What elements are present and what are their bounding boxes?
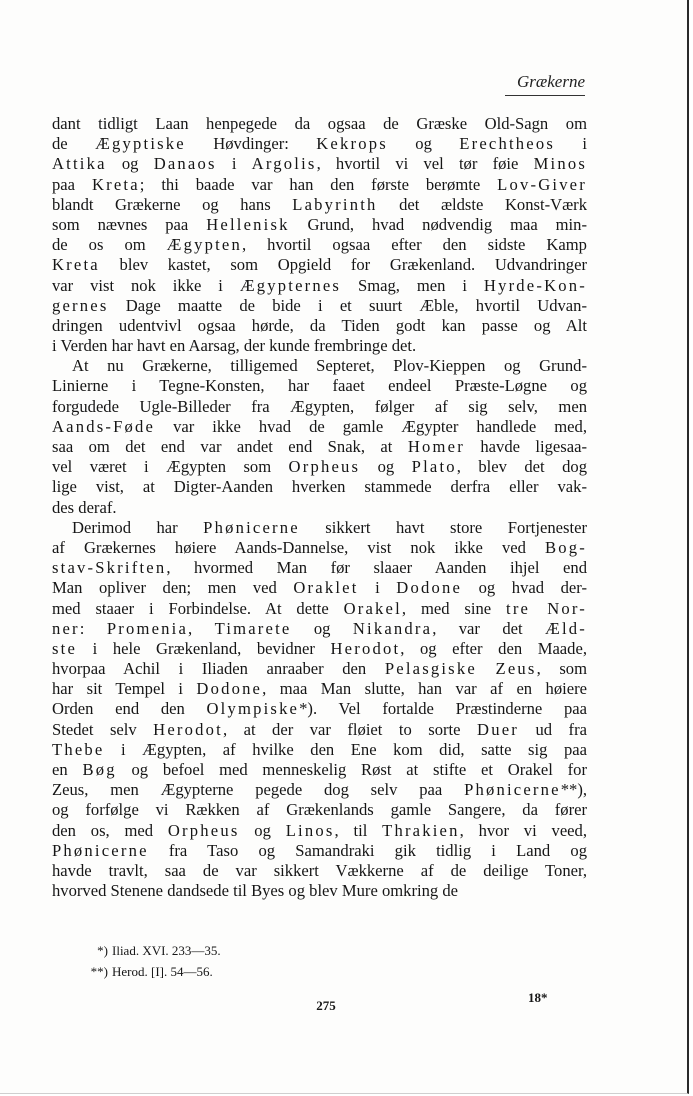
text-segment: var ikke hvad de gamle Ægypter handlede med, bbox=[155, 416, 587, 436]
text-segment: i bbox=[216, 154, 252, 174]
spaced-emphasis: Labyrinth bbox=[292, 194, 378, 214]
text-line bbox=[52, 780, 587, 800]
text-segment: den os, med bbox=[52, 820, 168, 840]
text-segment: : bbox=[79, 618, 107, 638]
text-segment: og bbox=[387, 134, 460, 154]
spaced-emphasis: Ægypternes bbox=[239, 275, 342, 295]
text-segment: og bbox=[239, 820, 286, 840]
text-segment: Linierne i Tegne-Konsten, har faaet endeel Præste-Løgne og bbox=[52, 376, 587, 396]
text-segment: de bbox=[52, 134, 96, 154]
spaced-emphasis: Argolis bbox=[251, 154, 317, 174]
spaced-emphasis: Zeus bbox=[495, 659, 537, 679]
text-segment: hvorpaa Achil i Iliaden anraaber den bbox=[52, 659, 385, 679]
spaced-emphasis: Oraklet bbox=[293, 578, 359, 598]
footnote bbox=[78, 961, 478, 982]
text-segment: Stedet selv bbox=[52, 719, 154, 739]
running-head-rule bbox=[505, 95, 585, 96]
text-segment: , blev det dog bbox=[456, 457, 587, 477]
text-segment: ; thi baade var han den første berømte bbox=[139, 174, 498, 194]
text-segment: des deraf. bbox=[52, 497, 117, 517]
text-line bbox=[52, 154, 587, 174]
spaced-emphasis: tre Nor- bbox=[506, 598, 587, 618]
text-segment: Grund, hvad nødvendig maa min- bbox=[289, 214, 587, 234]
spaced-emphasis: Herodot bbox=[153, 719, 223, 739]
text-line bbox=[52, 679, 587, 699]
text-segment: Dage maatte de bide i et suurt Æble, hvortil Udvan- bbox=[108, 295, 587, 315]
spaced-emphasis: Orakel bbox=[343, 598, 402, 618]
text-segment: dant tidligt Laan henpegede da ogsaa de Græske Old-Sagn om bbox=[52, 114, 587, 133]
text-segment: , hvormed Man før slaaer Aanden ihjel end bbox=[166, 558, 587, 578]
text-line bbox=[52, 457, 587, 477]
text-segment: i Verden har havt en Aarsag, der kunde frembringe det. bbox=[52, 336, 417, 356]
spaced-emphasis: Minos bbox=[533, 154, 587, 174]
spaced-emphasis: stav-Skriften bbox=[52, 558, 167, 578]
footnote-text: Herod. [I]. 54—56. bbox=[112, 964, 213, 979]
spaced-emphasis: Lov-Giver bbox=[497, 174, 587, 194]
text-segment: en bbox=[52, 760, 83, 779]
text-line bbox=[52, 659, 587, 679]
spaced-emphasis: Kekrops bbox=[316, 134, 388, 154]
text-line bbox=[52, 861, 587, 881]
text-line bbox=[52, 639, 587, 659]
text-segment: ud fra bbox=[519, 719, 587, 739]
text-segment: blev kastet, som Opgield for Grækenland. Udvandringer bbox=[99, 255, 587, 275]
text-segment bbox=[477, 659, 496, 678]
text-segment: forgudede Ugle-Billeder fra Ægypten, følger af sig selv, men bbox=[52, 396, 587, 416]
spaced-emphasis: Erechtheos bbox=[459, 134, 555, 154]
text-line bbox=[52, 720, 587, 740]
text-segment: de os om bbox=[52, 235, 167, 255]
spaced-emphasis: Ægypten bbox=[166, 235, 242, 255]
spaced-emphasis: Bøg bbox=[82, 760, 117, 779]
text-segment: , hvor vi veed, bbox=[459, 820, 587, 840]
spaced-emphasis: gernes bbox=[52, 295, 109, 315]
text-line bbox=[52, 134, 587, 154]
text-line bbox=[52, 255, 587, 275]
spaced-emphasis: Herodot bbox=[330, 638, 401, 658]
text-segment: , hvortil ogsaa efter den sidste Kamp bbox=[242, 235, 587, 255]
spaced-emphasis: Orpheus bbox=[288, 457, 361, 477]
text-segment: i Ægypten, af hvilke den Ene kom did, satte sig paa bbox=[104, 739, 587, 759]
spaced-emphasis: Dodone bbox=[196, 679, 263, 699]
paragraph bbox=[52, 114, 587, 356]
spaced-emphasis: Ægyptiske bbox=[95, 134, 186, 154]
signature-mark: 18* bbox=[528, 990, 548, 1005]
text-line bbox=[52, 356, 587, 376]
text-segment: og hvad der- bbox=[462, 578, 587, 598]
spaced-emphasis: Olympiske bbox=[206, 699, 300, 719]
text-segment: og befoel med menneskelig Røst at stifte et Orakel for bbox=[116, 760, 587, 779]
text-segment: og bbox=[106, 154, 154, 174]
text-line bbox=[52, 175, 587, 195]
text-segment: , og efter den Maade, bbox=[400, 638, 587, 658]
text-line bbox=[52, 195, 587, 215]
text-segment: **), bbox=[560, 780, 587, 800]
spaced-emphasis: Attika bbox=[52, 154, 107, 174]
text-line bbox=[52, 619, 587, 639]
text-segment: , at der var fløiet to sorte bbox=[222, 719, 478, 739]
text-line bbox=[52, 578, 587, 598]
text-segment: Man opliver den; men ved bbox=[52, 578, 294, 598]
text-segment: havde travlt, saa de var sikkert Vækkerne af de deilige Toner, bbox=[52, 860, 587, 880]
text-line bbox=[52, 518, 587, 538]
text-line bbox=[52, 760, 587, 780]
spaced-emphasis: Linos bbox=[285, 820, 335, 840]
text-line bbox=[52, 397, 587, 417]
text-line bbox=[52, 881, 587, 901]
spaced-emphasis: Kreta bbox=[52, 255, 100, 275]
spaced-emphasis: Kreta bbox=[91, 174, 140, 194]
text-segment: saa om det end var andet end Snak, at bbox=[52, 437, 408, 456]
text-line bbox=[52, 558, 587, 578]
text-segment: , hvortil vi vel tør føie bbox=[316, 154, 534, 174]
body-text bbox=[52, 114, 587, 901]
footnote-mark: *) bbox=[97, 943, 108, 958]
text-segment: blandt Grækerne og hans bbox=[52, 194, 293, 214]
text-segment: med staaer i Forbindelse. At dette bbox=[52, 598, 344, 618]
spaced-emphasis: Aands-Føde bbox=[52, 416, 156, 436]
text-segment: lige vist, at Digter-Aanden hverken stammede derfra eller vak- bbox=[52, 477, 587, 497]
text-line bbox=[52, 538, 587, 558]
text-line bbox=[52, 235, 587, 255]
text-segment: , som bbox=[536, 659, 588, 679]
text-segment: som nævnes paa bbox=[52, 214, 207, 234]
text-line bbox=[52, 841, 587, 861]
spaced-emphasis: Bog- bbox=[545, 537, 587, 557]
text-line bbox=[52, 699, 587, 719]
text-segment: *). Vel fortalde Præstinderne paa bbox=[299, 699, 587, 719]
spaced-emphasis: ner bbox=[52, 618, 80, 638]
running-head: Grækerne bbox=[517, 72, 585, 91]
text-segment: har sit Tempel i bbox=[52, 679, 197, 699]
spaced-emphasis: Orpheus bbox=[167, 820, 240, 840]
text-line bbox=[52, 740, 587, 760]
spaced-emphasis: Timarete bbox=[214, 618, 292, 638]
text-line bbox=[52, 498, 587, 518]
text-segment: var vist nok ikke i bbox=[52, 275, 240, 295]
text-segment: i bbox=[358, 578, 397, 598]
footnote-mark: **) bbox=[90, 964, 108, 979]
text-segment: fra Taso og Samandraki gik tidlig i Land og bbox=[148, 840, 587, 860]
spaced-emphasis: Phønicerne bbox=[52, 840, 149, 860]
text-line bbox=[52, 417, 587, 437]
spaced-emphasis: Hellenisk bbox=[206, 214, 290, 234]
text-line bbox=[52, 376, 587, 396]
footnote bbox=[78, 940, 478, 961]
text-segment: dringen udentvivl ogsaa hørde, da Tiden godt kan passe og Alt bbox=[52, 315, 587, 335]
text-line bbox=[52, 276, 587, 296]
paragraph bbox=[52, 356, 587, 518]
footnotes bbox=[78, 940, 478, 982]
spaced-emphasis: Thrakien bbox=[382, 820, 460, 840]
spaced-emphasis: Hyrde-Kon- bbox=[483, 275, 587, 295]
spaced-emphasis: Promenia bbox=[106, 618, 189, 638]
spaced-emphasis: ste bbox=[52, 638, 78, 658]
text-segment: af Grækernes høiere Aands-Dannelse, vist nok ikke ved bbox=[52, 537, 545, 557]
text-segment: Smag, men i bbox=[341, 275, 484, 295]
text-line bbox=[52, 215, 587, 235]
text-segment: vel været i Ægypten som bbox=[52, 457, 289, 477]
text-segment: sikkert havt store Fortjenester bbox=[299, 517, 587, 537]
footnote-text: Iliad. XVI. 233—35. bbox=[112, 943, 221, 958]
spaced-emphasis: Plato bbox=[411, 457, 457, 477]
text-line bbox=[52, 114, 587, 134]
text-segment: , maa Man slutte, han var af en høiere bbox=[262, 679, 587, 699]
spaced-emphasis: Nikandra bbox=[352, 618, 433, 638]
text-segment: og bbox=[360, 457, 412, 477]
text-segment: , med sine bbox=[401, 598, 507, 618]
text-segment: og bbox=[291, 618, 353, 638]
page-number: 275 bbox=[316, 998, 336, 1013]
spaced-emphasis: Æld- bbox=[545, 618, 588, 638]
text-segment: i bbox=[554, 134, 587, 154]
spaced-emphasis: Homer bbox=[407, 437, 465, 456]
spaced-emphasis: Duer bbox=[477, 719, 519, 739]
text-segment: , til bbox=[334, 820, 383, 840]
text-segment: Derimod har bbox=[72, 517, 204, 537]
text-line bbox=[52, 821, 587, 841]
text-segment: , bbox=[188, 618, 215, 638]
text-segment: i hele Grækenland, bevidner bbox=[77, 638, 331, 658]
text-segment: hvorved Stenene dandsede til Byes og blev Mure omkring de bbox=[52, 881, 458, 901]
spaced-emphasis: Danaos bbox=[153, 154, 217, 174]
spaced-emphasis: Thebe bbox=[52, 739, 105, 759]
text-line bbox=[52, 296, 587, 316]
text-segment: Zeus, men Ægypterne pegede dog selv paa bbox=[52, 780, 465, 800]
text-line bbox=[52, 599, 587, 619]
text-line bbox=[52, 336, 587, 356]
text-segment: Orden end den bbox=[52, 699, 207, 719]
text-segment: og forfølge vi Rækken af Grækenlands gamle Sangere, da fører bbox=[52, 800, 587, 820]
spaced-emphasis: Dodone bbox=[396, 578, 463, 598]
text-segment: Høvdinger: bbox=[185, 134, 317, 154]
text-segment: paa bbox=[52, 174, 92, 194]
paragraph bbox=[52, 518, 587, 902]
text-segment: , var det bbox=[432, 618, 546, 638]
spaced-emphasis: Pelasgiske bbox=[384, 659, 477, 679]
text-segment: havde ligesaa- bbox=[464, 437, 588, 456]
text-segment: det ældste Konst-Værk bbox=[377, 194, 587, 214]
text-line bbox=[52, 800, 587, 820]
text-line bbox=[52, 437, 587, 457]
spaced-emphasis: Phønicerne bbox=[203, 517, 300, 537]
text-segment: At nu Grækerne, tilligemed Septeret, Plov-Kieppen og Grund- bbox=[72, 356, 587, 376]
text-line bbox=[52, 316, 587, 336]
spaced-emphasis: Phønicerne bbox=[464, 780, 561, 800]
text-line bbox=[52, 477, 587, 497]
